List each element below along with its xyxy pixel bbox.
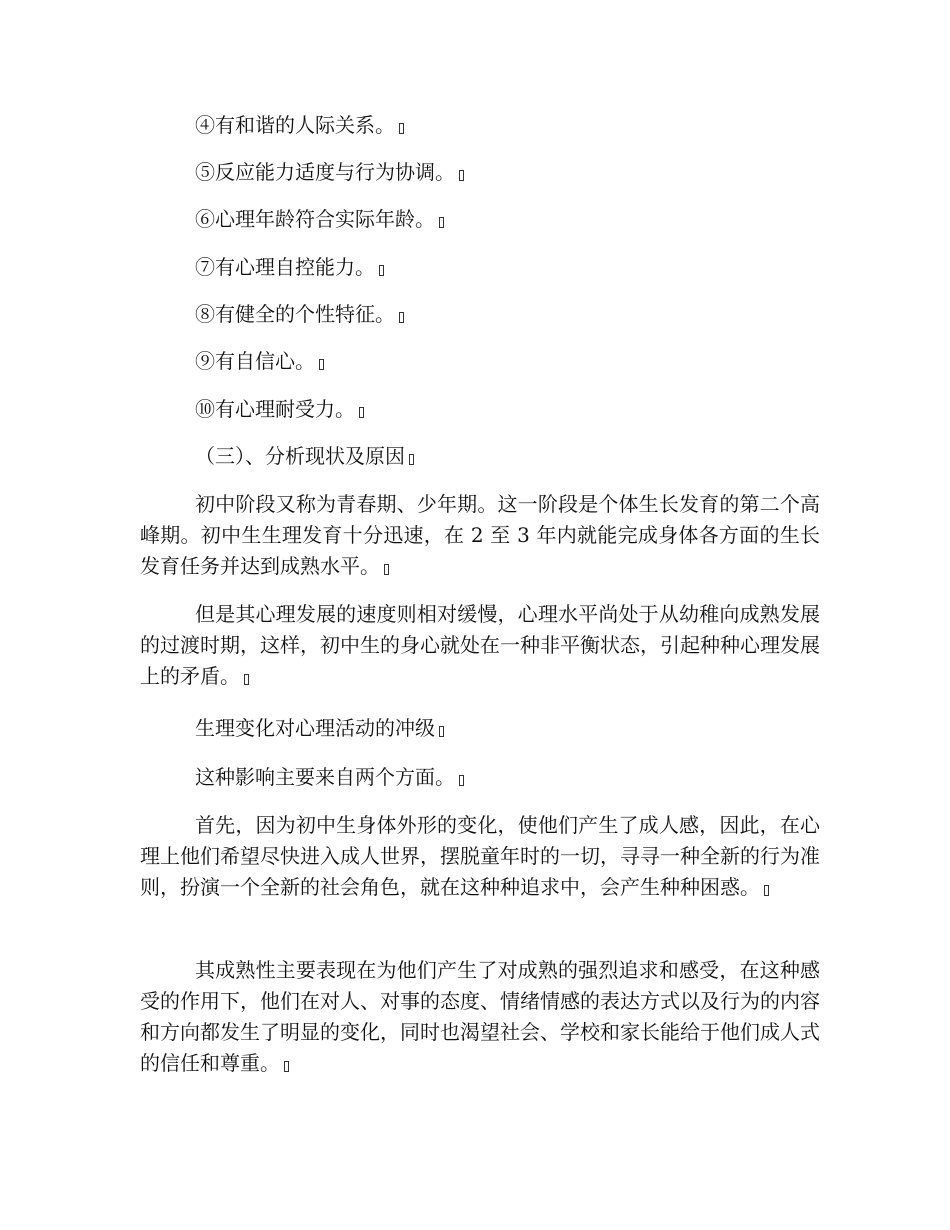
- paragraph-text: 初中阶段又称为青春期、少年期。这一阶段是个体生长发育的第二个高峰期。初中生生理发育十分迅速，在 2 至 3 年内就能完成身体各方面的生长发育任务并达到成熟水平。: [140, 492, 820, 578]
- list-item: [195, 160, 464, 184]
- paragraph-mark-icon: [384, 564, 389, 575]
- list-item: [195, 397, 364, 421]
- list-item-text: ⑩有心理耐受力。: [195, 397, 355, 421]
- list-item: [195, 113, 404, 137]
- body-paragraph: [140, 762, 820, 793]
- list-item-text: ⑧有健全的个性特征。: [195, 302, 395, 326]
- paragraph-mark-icon: [399, 312, 404, 323]
- body-paragraph: [140, 955, 820, 1079]
- paragraph-text: 生理变化对心理活动的冲级: [195, 716, 435, 740]
- paragraph-text: 首先，因为初中生身体外形的变化，使他们产生了成人感，因此，在心理上他们希望尽快进入成人世界，摆脱童年时的一切，寻寻一种全新的行为准则，扮演一个全新的社会角色，就在这种种追求中，会产生种种困惑。: [140, 813, 820, 899]
- section-heading-text: （三）、分析现状及原因: [195, 444, 405, 468]
- paragraph-mark-icon: [459, 775, 464, 786]
- paragraph-mark-icon: [244, 674, 249, 685]
- list-item-text: ⑨有自信心。: [195, 349, 315, 373]
- list-item: [195, 207, 444, 231]
- paragraph-text: 这种影响主要来自两个方面。: [195, 765, 455, 789]
- paragraph-text: 其成熟性主要表现在为他们产生了对成熟的强烈追求和感受，在这种感受的作用下，他们在对人、对事的态度、情绪情感的表达方式以及行为的内容和方向都发生了明显的变化，同时也渴望社会、学校和家长能给于他们成人式的信任和尊重。: [140, 958, 820, 1075]
- list-item: [195, 349, 324, 373]
- paragraph-mark-icon: [284, 1061, 289, 1072]
- list-item-text: ④有和谐的人际关系。: [195, 113, 395, 137]
- list-item: [195, 255, 384, 279]
- body-paragraph: [140, 599, 820, 692]
- paragraph-mark-icon: [439, 217, 444, 228]
- body-paragraph: [140, 810, 820, 903]
- body-paragraph: [140, 489, 820, 582]
- paragraph-mark-icon: [379, 265, 384, 276]
- list-item-text: ⑤反应能力适度与行为协调。: [195, 160, 455, 184]
- paragraph-mark-icon: [399, 123, 404, 134]
- paragraph-text: 但是其心理发展的速度则相对缓慢，心理水平尚处于从幼稚向成熟发展的过渡时期，这样，初中生的身心就处在一种非平衡状态，引起种种心理发展上的矛盾。: [140, 602, 820, 688]
- list-item-text: ⑦有心理自控能力。: [195, 255, 375, 279]
- paragraph-mark-icon: [319, 359, 324, 370]
- paragraph-mark-icon: [409, 454, 414, 465]
- list-item: [195, 302, 404, 326]
- body-paragraph: [140, 713, 820, 744]
- section-heading: [195, 444, 414, 468]
- paragraph-mark-icon: [439, 726, 444, 737]
- paragraph-mark-icon: [764, 885, 769, 896]
- paragraph-mark-icon: [359, 407, 364, 418]
- list-item-text: ⑥心理年龄符合实际年龄。: [195, 207, 435, 231]
- paragraph-mark-icon: [459, 170, 464, 181]
